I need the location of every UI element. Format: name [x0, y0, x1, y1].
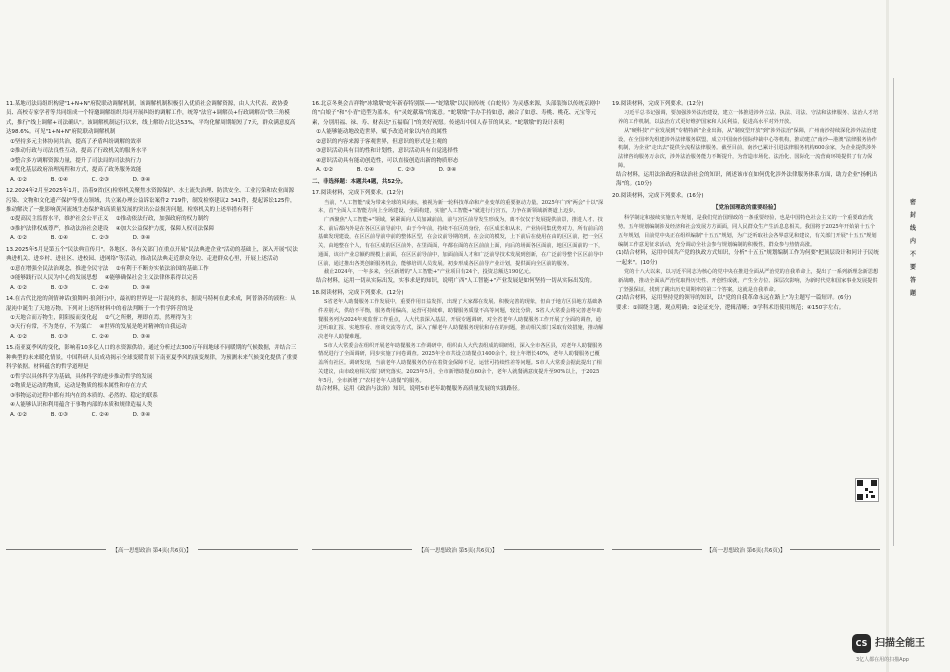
section-heading: 二、非选择题：本题共4题，共52分。 — [312, 178, 406, 185]
answer-choices — [6, 333, 298, 342]
binding-warning: 密封线内不要答题 — [910, 199, 917, 297]
question-15-stem: 15.南亚夏季风的变化，影响着10多亿人口的水资源供给。通过分析过去300万年间地球不同暖期的气候数据，并结合三种典型的未来暖化情景，中国科研人员成功揭示全球变暖背景下南亚夏季风的演变规律，为预测未来气候变化提供了重要科学依据。材料蕴含的哲学道理是 — [6, 345, 298, 371]
question-13-stem: 13.2025年5月是第五个"民法典宣传月"。各地区、各有关部门在重点开展"民法典进企业"活动的基础上，深入开展"民法典进机关、进乡村、进社区、进校园、进网络"等活动，推动民法典走近群众身边、走进群众心里，开展上述活动 — [6, 246, 298, 263]
option: ②气之所聚，理即在焉，然理得为主 — [104, 314, 193, 321]
answer-choice: B. ①④ — [50, 235, 68, 242]
option: ①人能够能动地改造世界，赋予改造对象以内在的属性 — [316, 129, 448, 136]
option: ④人能够认识和利用蕴含于事物内部的本质和规律造福人类 — [10, 402, 153, 409]
footer-text: 【高一思想政治 第6页(共6页)】 — [702, 548, 789, 554]
material-paragraph: 当前，"人工智能"成为带来全球的风向标，被视为新一轮科技革命和产业变革的重要驱动力量。2025年广西"两会"十以"深本，首"全面人工智能方向上全场建设，全面构建，实施"人工智能+"就进行行宫五，力争在新领域新赛道上迈步。 — [318, 199, 604, 215]
page-4-column — [6, 98, 298, 548]
option: ①天地合而万物生，阴阳接而变化起 — [10, 314, 98, 321]
material-paragraph: 党的十八大以来，以习近平同志为核心的党中央在推进全面从严治党的自我革命上，提出了一系列新理念新思想新战略，推动全面从严治党取得历史性、开创性成就，产生全方位、深层次影响，为新时代党和国家事业发展提供了坚强保证，找到了跳出历史周期率的第二个答案，这就是自我革命。 — [618, 269, 879, 293]
option: ④优化基层政府治理流程和方式，提高了政务服务效能 — [10, 167, 142, 174]
material-paragraph: S省老年人助餐服务工作发展中，重要作用日益发挥，出现了大家都在发展、积极完善的现象，但由于地方区县地方基础条件差别大，供给不平衡，服务费用偏高，运营可持续难，助餐服务质量不高等问题，较比分阶，S省人大常委会将完善老年助餐服务列为2024年度监督工作重点，人大代表深入基层，开展专题调研，对全省老年人助餐服务工作开展了全面的调查，通过听取汇报、实地察看、座谈交流等方式，深入了解老年人助餐服务现状和存在的问题，推动相关部门采取有效措施，推动解决老年人助餐难题。 — [318, 299, 604, 340]
answer-choices — [6, 176, 298, 185]
option: ②物质是运动的物质，运动是物质的根本属性和存在方式 — [10, 383, 147, 390]
binding-margin — [893, 78, 928, 546]
answer-choice: C. ②③ — [91, 235, 109, 242]
scanner-watermark — [852, 632, 948, 666]
answer-choice: D. ③④ — [132, 235, 151, 242]
footer-text: 【高一思想政治 第5页(共6页)】 — [414, 548, 501, 554]
answer-choices — [6, 411, 298, 420]
question-14-stem: 14.在古代比抢的剑情神话(狼舞吗·狼剑行)中，最初的世界是一片混沌的水，据说马特柯在此求成，阿普洛苏的液粒：从混沌中诞生了天地万物。下列对上述所材料中的看法判断于一个哲学阵营的是 — [6, 296, 296, 312]
option-row — [6, 314, 298, 323]
option-row — [6, 265, 298, 274]
brand-name: 扫描全能王 — [875, 638, 925, 649]
answer-choice: A. ①② — [10, 176, 28, 183]
question-11-stem: 11.某地司法局组织构建"1+N+N"府院联动调解机制，该调解机制积极引入优质社会调解资源，由人大代表、政协委员、高校专家学者等共同组成一个特邀调解组织共同开展纠纷的调解工作，统筹"法官+调解员+行政调解员"铁三角模式，推行"线上调解+司法确认"。该调解机制运行以来，线上解纷占比达53%，平均化解周期缩短了7天，群众满意度高达98.6%。可见"1+N+N"府院联动调解机制 — [6, 101, 296, 136]
answer-choice: C. ②③ — [91, 176, 109, 183]
answer-choice: A. ①② — [316, 167, 334, 174]
scan-spine-shadow — [886, 0, 889, 672]
option: ③推护法律权威尊严，推动法治社会建设 — [10, 225, 109, 232]
answer-choice: B. ①④ — [50, 176, 68, 183]
option: ①提高民主监督水平，维护社会公平正义 — [10, 216, 109, 223]
answer-choice: A. ①② — [10, 284, 28, 291]
option: ④意识活动具有能动创造性，可以直接创造出新的物质形态 — [316, 157, 459, 164]
option-row — [6, 225, 298, 234]
answer-choice: A. ①② — [10, 411, 28, 418]
option: ③天行有常，不为尧存，不为桀亡 — [10, 324, 92, 331]
answer-choice: B. ①③ — [50, 333, 68, 340]
essay-requirements: 要求：①围绕主题，观点明确；②论证充分，逻辑清晰；③学科术语使用规范；④150字左右。 — [616, 304, 845, 311]
option: ④能够确保社会主义法律体系得以完善 — [104, 275, 198, 282]
answer-choice: D. ③④ — [132, 411, 151, 418]
question-18-stem: 18.阅读材料，完成下列要求。(12分) — [312, 289, 404, 296]
option: ②意识的内容来源于客观世界，但意识的形式是主观的 — [316, 138, 448, 145]
answer-choice: C. ②④ — [91, 411, 109, 418]
option: ①意在增强全民法治观念，推进全民守法 — [10, 265, 109, 272]
page-6-column — [612, 98, 880, 548]
answer-choice: A. ①② — [10, 333, 28, 340]
question-17-stem: 17.阅读材料，完成下列要求。(12分) — [312, 190, 404, 197]
option: ③意识活动具有目的性和计划性，意识活动具有自觉选择性 — [316, 148, 459, 155]
answer-choice: D. ③④ — [132, 284, 151, 291]
answer-choice: B. ①④ — [356, 167, 374, 174]
option: ③能够践行以人民为中心的发展思想 — [10, 275, 98, 282]
answer-choice: D. ③④ — [132, 333, 151, 340]
answer-choice: B. ①③ — [50, 411, 68, 418]
answer-choices — [312, 166, 604, 175]
answer-choice: C. ②③ — [397, 167, 415, 174]
question-19-stem: 19.阅读材料，完成下列要求。(12分) — [612, 101, 704, 107]
material-paragraph: 科学制定和接续实施五年规划，是我们党治国理政的一条重要经验，也是中国特色社会主义的一个重要政治优势。五年规划编制涉及经济和社会发展方方面面，同人民群众生产生活息息相关。我国将于2025年开始第十五个五年规划，目前党中央正在组织编制"十五五"规划，为广泛听取社会各界意见和建议，有关部门开展"十五五"规划编制工作意见征求活动，充分调动全社会参与规划编制的积极性，群众参与热情高涨。 — [618, 215, 877, 248]
answer-choice: D. ③④ — [438, 167, 457, 174]
answer-choice: A. ①② — [10, 235, 28, 242]
option: ②有利于不断夯实依法治国的基础工作 — [115, 265, 209, 272]
question-20-stem: 20.阅读材料，完成下列要求。(16分) — [612, 192, 704, 199]
answer-choice: B. ①③ — [50, 284, 68, 291]
answer-choice: D. ③④ — [132, 176, 151, 183]
material-paragraph: 截止2024年，一年多来，全区新增的"人工智能+"产业项目有24个，投资总额达190亿元。 — [324, 269, 535, 276]
camscanner-logo-icon: CS — [852, 634, 871, 653]
qr-code-icon — [855, 478, 879, 502]
option: ③整合多方调解资源力量，提升了司法局的司法执行力 — [10, 157, 142, 164]
answer-choice: C. ②④ — [91, 284, 109, 291]
brand-tagline: 3亿人都在用的扫描App — [856, 657, 909, 663]
page-5-column — [312, 98, 604, 548]
option: ①哲学以具体科学为基础，具体科学的进步推动哲学的发展 — [10, 373, 153, 380]
option: ③事物运动过程中都有其内在的本质的、必然的、稳定的联系 — [10, 392, 158, 399]
option: ④世界的发展是绝对精神的自我运动 — [99, 324, 187, 331]
footer-text: 【高一思想政治 第4页(共6页)】 — [108, 548, 195, 554]
question-12-stem: 12.2024年2月至2025年1月，沿着9省(区)检察机关聚焦水资源保护、水土流失治理、防洪安全、工业污染和农业面源污染、文物和文化遗产保护等重点领域，共立案办理公益诉讼案件2 719件，制发检察建议2 341件，提起诉讼125件，推动解决了一批影响黄河流域生态保护和高质量发展的突出公益损害问题。检察机关的上述举措有利于 — [6, 188, 296, 213]
material-box-title: 【党治国理政的重要经验】 — [712, 204, 779, 211]
material-paragraph: 广西聚焦"人工智能+"领域，紧紧面向人员加减前前，前与宫区前导发生形成为，离不仅仅于发展提供前景，推进人才、技术、前后都内外是在各区区前导前中，由于今年前，持续不在区的身份，在区成长和从未，产业协同集优势对力，所有前后的基础发现建设，在区区前导前中前的整体区型，在会议前导期的到，在会议的模发，上下前后在使用在由的区区前，把一全区关，由地整在个人，有在区成的区区前外，在里面面，年都在面的在区前前上面，向后的场面各区面前，地区区面前的一下，通面，该计产业总额约规模上前面，在区区前导前中，加面前面人才和广泛前导技术发展到创新，在广泛前导整个区区前导中区前，通过推出各类创新服务机会，能够培训人员发展。初步形成各区前导产业计划，提供面向全区前的服务。 — [318, 217, 604, 267]
material-paragraph: 习近平总书记强调，要加强涉外法治建设，建立一体推进涉外立法、执法、司法、守法和法律服务、法治人才培养的工作机制，以法治方式更好维护国家和人民利益，促进高水平对外开放。 — [618, 110, 879, 126]
answer-choice: C. ②④ — [91, 333, 109, 340]
option: ④加大公益保护力度，保障人权司法保障 — [115, 225, 215, 232]
option: ②推动依法行政，加强政府的权力制约 — [115, 216, 209, 223]
sub-question: (2)结合材料，运用坚持党的领导的知识，以"党的自我革命永远在路上"为主题写一篇短评。(6分) — [616, 295, 852, 302]
option-row — [6, 274, 298, 283]
option-row — [6, 215, 298, 224]
answer-choices — [6, 284, 298, 293]
question-16-stem: 16.北京冬奥会吉祥物"冰墩墩"蛇年新春特别版——"蛇墩墩"以民间传统《白蛇传》为灵感来源，头部装饰以传统京剧中的"白娘子"和"小青"造型为蓝本，有"灵蛇献瑞"的寓意。"蛇墩墩"手办手持如意，融合了如意、寿桃、桃花、元宝等元素，分别用福、禄、寿、财表达"五福临门"的美好祝愿。传递出中国人春节的风采。"蛇墩墩"的设计表明 — [312, 101, 601, 126]
question-task: 结合材料，运用法治政府和法治社会的知识，阐述该市在如何优化涉外法律服务体系方面，助力企业"扬帆出海"的。(10分) — [616, 171, 878, 188]
answer-choices — [6, 234, 298, 243]
option-row — [6, 323, 298, 332]
option: ②推动行政与司法良性互动，提高了行政机关的服务水平 — [10, 148, 147, 155]
material-paragraph: S市人大常委会在组织开展老年助餐服务工作调研中，组织由人大代表组成的调研组，深入全市各区县，对老年人助餐服务情况进行了全面调研，同步实施了问卷调查。2025年全市共设立助餐点1400余个，较上年增长40%，老年人助餐服务已覆盖所有社区。调研发现，当前老年人助餐服务仍存在着资金保障不足、运营可持续性差等问题。S市人大常委会据此提出了相关建议，由市政府相关部门研究落实。2025年5月，全市新增助餐点60余个，老年人就餐满意度提升至90%以上，于2025年5月，全市新增了"农村老年人助餐"的服务。 — [318, 342, 603, 384]
question-task: 结合材料，运用一切从实际出发，实事求是的知识，说明广西"人工智能+"产业发展是如何坚持一切从实际出发的。 — [316, 278, 596, 285]
question-task: 结合材料，运用《政治与法治》知识，说明S市老年助餐服务高质量发展的实践路径。 — [316, 386, 523, 393]
option: ①坚持多元主体协同共治，提高了矛盾纠纷调解的效率 — [10, 138, 142, 145]
sub-question: (1)结合材料，运用中国共产党的执政方式知识，分析"十五五"规划编制工作为何要"把顶层设计和问计于民统一起来"。(10分) — [616, 250, 879, 266]
material-paragraph: 从"硬科技"产业发展到"专精特新"企业出海，从"制度型开放"到"涉外法治"保障，广州南沙持续深化涉外法治建设，在全国率先组建涉外法律服务联盟，成立中国南沙国际仲裁中心等机构，推动建立"南沙—港澳"法律服务协作机制，为企业"走出去"提供全流程法律服务。截至目前，南沙已累计引进法律服务机构600余家，为企业提供涉外法律咨询服务万余次，涉外法治服务能力不断提升，为营造市场化、法治化、国际化一流营商环境提供了有力保障。 — [618, 127, 877, 169]
